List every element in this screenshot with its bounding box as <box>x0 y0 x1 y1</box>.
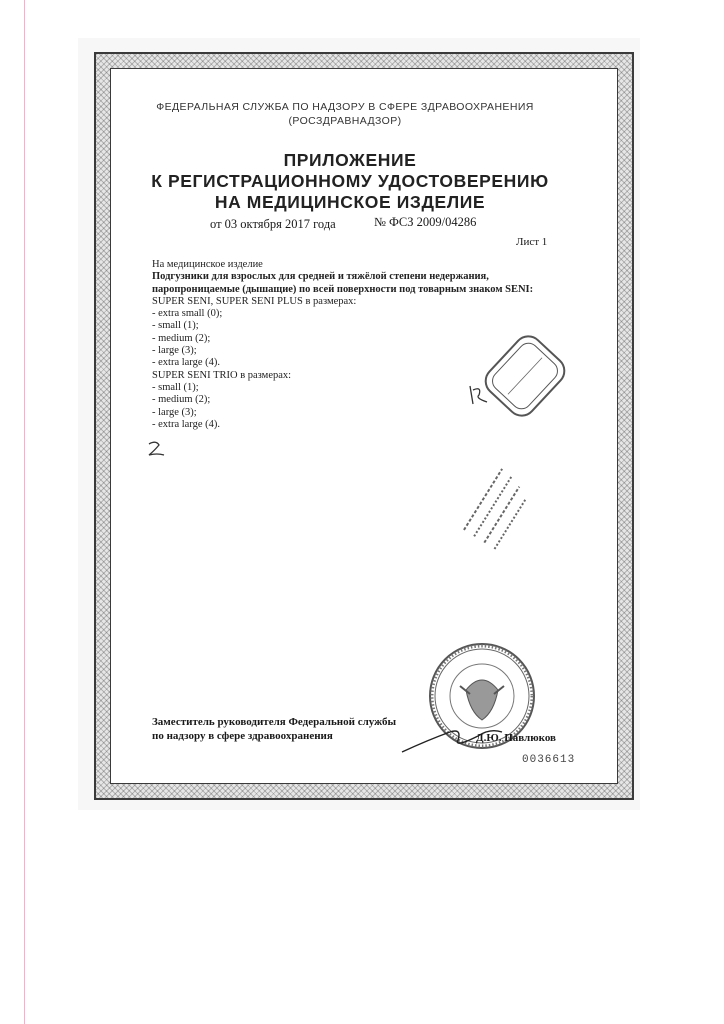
registration-number: № ФСЗ 2009/04286 <box>374 215 477 229</box>
signer-title-line-2: по надзору в сфере здравоохранения <box>152 730 333 742</box>
signer-title-line-1: Заместитель руководителя Федеральной службы <box>152 716 397 728</box>
group-1-title: SUPER SENI, SUPER SENI PLUS в размерах: <box>152 295 357 307</box>
agency-name <box>130 100 560 128</box>
handwritten-mark <box>146 440 168 458</box>
signer-title <box>152 715 396 743</box>
size-item: - small (1); <box>152 320 199 332</box>
signer-name: Д.Ю. Павлюков <box>476 732 556 744</box>
size-item: - medium (2); <box>152 332 211 344</box>
size-item: - large (3); <box>152 406 197 418</box>
group-2-title: SUPER SENI TRIO в размерах: <box>152 369 292 381</box>
size-item: - extra large (4). <box>152 357 221 369</box>
size-item: - extra large (4). <box>152 418 221 430</box>
size-item: - small (1); <box>152 381 199 393</box>
margin-line <box>24 0 25 1024</box>
document-title <box>130 150 570 213</box>
agency-line-2: (РОСЗДРАВНАДЗОР) <box>288 115 402 127</box>
size-item: - large (3); <box>152 345 197 357</box>
product-description-line-1: Подгузники для взрослых для средней и тяжёлой степени недержания, <box>152 271 489 283</box>
intro-text: На медицинское изделие <box>152 259 263 270</box>
product-description-line-2: паропроницаемые (дышащие) по всей поверхности под товарным знаком SENI: <box>152 283 534 295</box>
title-line-3: НА МЕДИЦИНСКОЕ ИЗДЕЛИЕ <box>214 192 486 212</box>
size-item: - extra small (0); <box>152 308 223 320</box>
sheet-number: Лист 1 <box>516 236 548 248</box>
agency-line-1: ФЕДЕРАЛЬНАЯ СЛУЖБА ПО НАДЗОРУ В СФЕРЕ ЗДРАВООХРАНЕНИЯ <box>156 101 534 113</box>
issue-date: от 03 октября 2017 года <box>210 217 336 231</box>
title-line-2: К РЕГИСТРАЦИОННОМУ УДОСТОВЕРЕНИЮ <box>151 171 549 191</box>
serial-number: 0036613 <box>522 754 576 766</box>
size-item: - medium (2); <box>152 394 211 406</box>
title-line-1: ПРИЛОЖЕНИЕ <box>283 150 417 170</box>
